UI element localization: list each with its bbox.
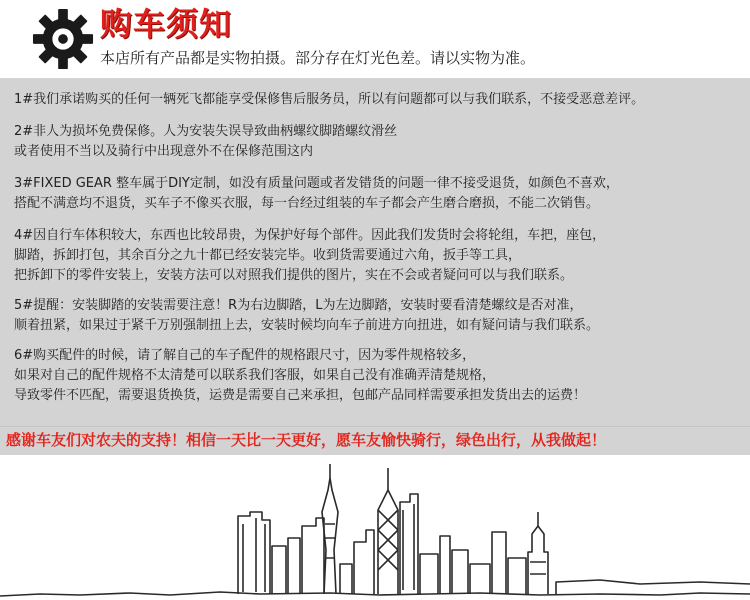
notice-item-1 <box>14 90 744 110</box>
notice-line: 如果对自己的配件规格不太清楚可以联系我们客服，如果自己没有准确弄清楚规格， <box>14 368 496 383</box>
notice-line: 或者使用不当以及骑行中出现意外不在保修范围这内 <box>14 144 314 159</box>
notice-item-2 <box>14 122 744 162</box>
notice-item-3 <box>14 174 744 214</box>
notice-line: 1#我们承诺购买的任何一辆死飞都能享受保修售后服务员，所以有问题都可以与我们联系，不接受恶意差评。 <box>14 92 645 107</box>
notice-line: 3#FIXED GEAR 整车属于DIY定制，如没有质量问题或者发错货的问题一律不接受退货，如颜色不喜欢， <box>14 176 619 191</box>
notice-line: 顺着扭紧，如果过于紧千万别强制扭上去，安装时候均向车子前进方向扭进，如有疑问请与我们联系。 <box>14 318 600 333</box>
page-title: 购车须知 <box>100 5 233 43</box>
notice-line: 2#非人为损坏免费保修。人为安装失误导致曲柄螺纹脚踏螺纹滑丝 <box>14 124 398 139</box>
notice-line: 脚踏，拆卸打包，其余百分之九十都已经安装完毕。收到货需要通过六角，扳手等工具， <box>14 248 522 263</box>
notice-line: 导致零件不匹配，需要退货换货，运费是需要自己来承担，包邮产品同样需要承担发货出去的运费！ <box>14 388 587 403</box>
city-skyline-illustration <box>0 454 750 600</box>
notice-line: 4#因自行车体积较大，东西也比较昂贵，为保护好每个部件。因此我们发货时会将轮组，车把，座包， <box>14 228 606 243</box>
notice-panel <box>0 78 750 426</box>
notice-line: 6#购买配件的时候，请了解自己的车子配件的规格跟尺寸，因为零件规格较多， <box>14 348 476 363</box>
gear-icon <box>32 8 94 70</box>
page-subtitle: 本店所有产品都是实物拍摄。部分存在灯光色差。请以实物为准。 <box>100 49 536 67</box>
notice-item-4 <box>14 226 744 286</box>
thanks-banner-text: 感谢车友们对农夫的支持！相信一天比一天更好，愿车友愉快骑行，绿色出行，从我做起！ <box>6 431 607 449</box>
notice-item-5 <box>14 296 744 336</box>
notice-line: 5#提醒：安装脚踏的安装需要注意！R为右边脚踏，L为左边脚踏，安装时要看清楚螺纹是否对准， <box>14 298 583 313</box>
notice-line: 搭配不满意均不退货，买车子不像买衣服，每一台经过组装的车子都会产生磨合磨损，不能二次销售。 <box>14 196 600 211</box>
notice-item-6 <box>14 346 744 406</box>
thanks-banner <box>0 426 750 455</box>
header <box>0 0 750 78</box>
notice-line: 把拆卸下的零件安装上，安装方法可以对照我们提供的图片，实在不会或者疑问可以与我们联系。 <box>14 268 574 283</box>
